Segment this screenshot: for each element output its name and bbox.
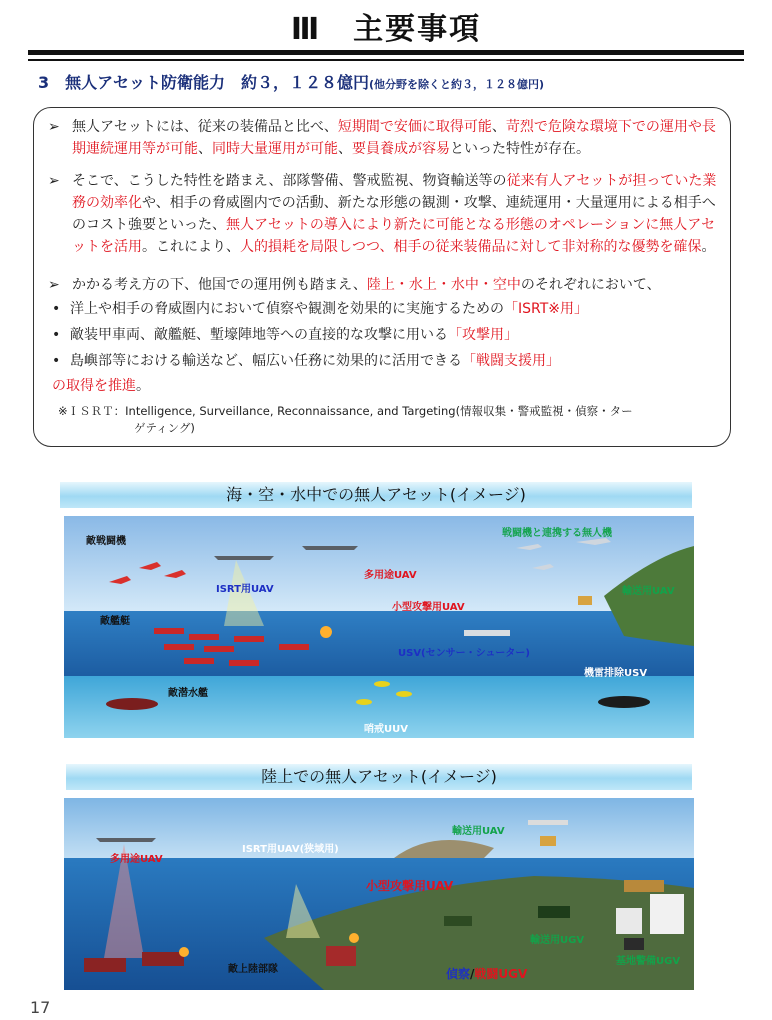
paragraph-text xyxy=(50,274,720,296)
body-text: 。これにより、 xyxy=(142,239,240,255)
label-patrol-uuv: 哨戒UUV xyxy=(364,724,408,735)
page-number: 17 xyxy=(30,998,51,1017)
label-recon: 偵察 xyxy=(446,967,471,981)
highlight-text: 「戦闘支援用」 xyxy=(462,353,560,369)
explosion-icon xyxy=(349,933,359,943)
usv-icon xyxy=(464,630,510,636)
base-building-icon xyxy=(616,908,642,934)
highlight-text: 「ISRT※用」 xyxy=(504,301,589,317)
note-line-2: ゲティング) xyxy=(134,421,195,435)
label-enemy-sub: 敵潜水艦 xyxy=(168,688,208,699)
summary-paragraph-2 xyxy=(50,170,720,258)
label-usv: USV(センサー・シューター) xyxy=(398,648,531,659)
body-text: 、 xyxy=(491,119,506,135)
label-mine-usv: 機雷排除USV xyxy=(584,668,648,679)
body-text: や、相手の脅威圏内での活動、新たな形態の観測・攻撃、連続運用・大量運用による相手へのコスト強要といった、 xyxy=(72,195,716,233)
body-text: 敵装甲車両、敵艦艇、塹壕陣地等への直接的な攻撃に用いる xyxy=(70,327,448,343)
highlight-text: 要員養成が容易 xyxy=(352,141,450,157)
enemy-submarine-icon xyxy=(106,698,158,710)
summary-paragraph-3 xyxy=(50,274,720,296)
body-text: といった特性が存在。 xyxy=(450,141,590,157)
isrt-footnote xyxy=(58,403,718,437)
label-enemy-fighter: 敵戦闘機 xyxy=(86,536,126,547)
body-text: のそれぞれにおいて、 xyxy=(520,277,661,293)
arrow-bullet-icon: ➢ xyxy=(48,277,60,293)
label-small-attack-uav: 小型攻撃用UAV xyxy=(366,879,454,893)
bullet-isrt xyxy=(52,298,588,320)
title-rule xyxy=(28,50,744,55)
guard-robot-icon xyxy=(624,938,644,950)
label-multi-uav: 多用途UAV xyxy=(110,854,163,865)
label-cooperative-uav: 戦闘機と連携する無人機 xyxy=(502,528,612,539)
transport-ugv-icon xyxy=(538,906,570,918)
sea-image-banner: 海・空・水中での無人アセット(イメージ) xyxy=(60,482,692,508)
body-text: そこで、こうした特性を踏まえ、部隊警備、警戒監視、物資輸送等の xyxy=(72,173,507,189)
bullet-attack xyxy=(52,324,518,346)
highlight-text: 苛烈で危険な環境下での運用や長期連続運用等が可能 xyxy=(72,119,716,157)
highlight-text: 人的損耗を局限しつつ、相手の従来装備品に対して非対称的な優勢を確保 xyxy=(240,239,702,255)
label-small-attack-uav: 小型攻撃用UAV xyxy=(392,602,465,613)
label-multi-uav: 多用途UAV xyxy=(364,570,417,581)
highlight-text: 同時大量運用が可能 xyxy=(212,141,338,157)
ugv-icon xyxy=(444,916,472,926)
label-transport-ugv: 輸送用UGV xyxy=(530,935,585,946)
title-rule-thin xyxy=(28,59,744,61)
uav-icon xyxy=(96,838,156,842)
arrow-bullet-icon: ➢ xyxy=(48,119,60,135)
body-text: 無人アセットには、従来の装備品と比べ、 xyxy=(72,119,338,135)
closing-text xyxy=(52,378,150,394)
highlight-text: 「攻撃用」 xyxy=(448,327,518,343)
cargo-icon xyxy=(578,596,592,605)
label-recon-combat-ugv xyxy=(446,966,528,981)
explosion-icon xyxy=(320,626,332,638)
land-image-banner: 陸上での無人アセット(イメージ) xyxy=(66,764,692,790)
label-transport-uav: 輸送用UAV xyxy=(452,826,505,837)
cargo-stack-icon xyxy=(624,880,664,892)
summary-paragraph-1 xyxy=(50,116,720,160)
body-text: 島嶼部等における輸送など、幅広い任務に効果的に活用できる xyxy=(70,353,462,369)
bullet-text xyxy=(70,327,518,343)
paragraph-text xyxy=(50,170,720,258)
body-text: 。 xyxy=(701,239,716,255)
highlight-text: 従来有人アセットが担っていた業務の効率化 xyxy=(72,173,717,211)
section-heading xyxy=(38,70,544,93)
bullet-support xyxy=(52,350,560,372)
page-title: Ⅲ 主要事項 xyxy=(290,12,482,47)
section-heading-sub: (他分野を除くと約３，１２８億円) xyxy=(368,78,545,91)
base-building-icon xyxy=(650,894,684,934)
section-heading-text: 3 無人アセット防衛能力 約３，１２８億円 xyxy=(38,73,369,92)
label-isrt-uav: ISRT用UAV xyxy=(216,584,274,595)
highlight-text: の取得を推進 xyxy=(52,378,136,394)
label-base-guard-ugv: 基地警備UGV xyxy=(616,956,681,967)
enemy-landing-force-icon xyxy=(326,946,356,966)
cargo-icon xyxy=(540,836,556,846)
land-image xyxy=(64,798,694,990)
bullet-dot-icon: • xyxy=(52,301,61,317)
label-enemy-ship: 敵艦艇 xyxy=(100,616,130,627)
paragraph-text xyxy=(50,116,720,160)
bullet-dot-icon: • xyxy=(52,353,61,369)
explosion-icon xyxy=(179,947,189,957)
highlight-text: 短期間で安価に取得可能 xyxy=(337,119,492,135)
arrow-bullet-icon: ➢ xyxy=(48,173,60,189)
body-text: かかる考え方の下、他国での運用例も踏まえ、 xyxy=(72,277,367,293)
body-text: 、 xyxy=(338,141,352,157)
label-combat-ugv: 戦闘UGV xyxy=(474,967,528,981)
label-enemy-landing: 敵上陸部隊 xyxy=(228,964,278,975)
bullet-text xyxy=(70,353,560,369)
sea-image xyxy=(64,516,694,738)
highlight-text: 陸上・水上・水中・空中 xyxy=(366,277,521,293)
label-isrt-uav-narrow: ISRT用UAV(狭域用) xyxy=(242,844,339,855)
bullet-dot-icon: • xyxy=(52,327,61,343)
closing-line xyxy=(52,375,150,397)
highlight-text: 無人アセットの導入により新たに可能となる形態のオペレーションに無人アセットを活用 xyxy=(72,217,716,255)
transport-uav-icon xyxy=(528,820,568,825)
sea-illustration xyxy=(64,516,694,738)
body-text: 。 xyxy=(136,378,150,394)
body-text: 洋上や相手の脅威圏内において偵察や観測を効果的に実施するための xyxy=(70,301,504,317)
land-illustration xyxy=(64,798,694,990)
note-line-1: ※ＩＳＲＴ：Intelligence, Surveillance, Reconnaissance, and Targeting(情報収集・警戒監視・偵察・ター xyxy=(58,404,633,418)
label-transport-uav: 輸送用UAV xyxy=(622,586,675,597)
label-slash: / xyxy=(470,967,475,981)
bullet-text xyxy=(70,301,588,317)
friendly-submarine-icon xyxy=(598,696,650,708)
body-text: 、 xyxy=(198,141,212,157)
